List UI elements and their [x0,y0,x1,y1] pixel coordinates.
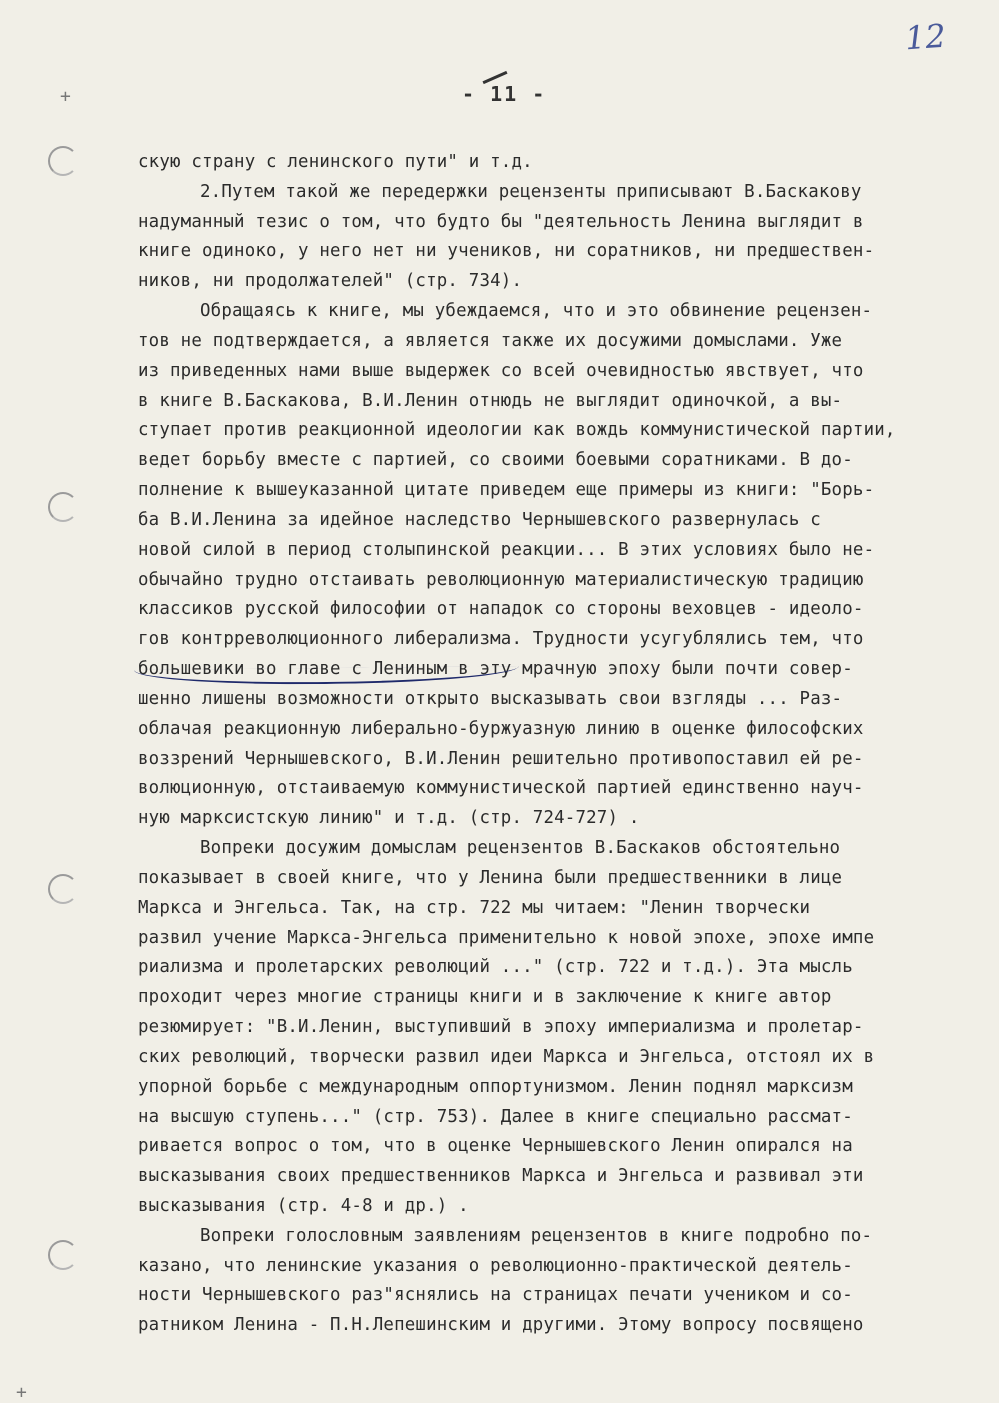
punch-hole [48,1240,78,1270]
text-line: Вопреки досужим домыслам рецензентов В.Баскаков обстоятельно [200,838,841,859]
text-line: Вопреки голословным заявлениям рецензентов в книге подробно по- [200,1225,873,1246]
text-line: новой силой в период столыпинской реакции... В этих условиях было не- [138,539,875,560]
text-line: воззрений Чернышевского, В.И.Ленин решительно противопоставил ей ре- [138,748,864,769]
binding-mark: + [16,1382,27,1403]
text-line: казано, что ленинские указания о революционно-практической деятель- [138,1255,853,1276]
punch-hole [48,146,78,176]
punch-hole [48,874,78,904]
text-line: волюционную, отстаиваемую коммунистической партией единственно науч- [138,778,864,799]
text-line: облачая реакционную либерально-буржуазную линию в оценке философских [138,718,864,739]
text-line: высказывания своих предшественников Маркса и Энгельса и развивал эти [138,1166,864,1187]
punch-hole [48,492,78,522]
text-line: высказывания (стр. 4-8 и др.) . [138,1195,469,1216]
text-line: большевики во главе с Лениным в эту мрачную эпоху были почти совер- [138,659,853,680]
text-line: риализма и пролетарских революций ..." (стр. 722 и т.д.). Эта мысль [138,957,853,978]
text-line: из приведенных нами выше выдержек со всей очевидностью явствует, что [138,360,864,381]
text-line: тов не подтверждается, а является также их досужими домыслами. Уже [138,330,843,351]
text-line: упорной борьбе с международным оппортунизмом. Ленин поднял марксизм [138,1076,853,1097]
text-line: обычайно трудно отстаивать революционную материалистическую традицию [138,569,864,590]
text-line: развил учение Маркса-Энгельса применительно к новой эпохе, эпохе импе [138,927,875,948]
text-line: ратником Ленина - П.Н.Лепешинским и другими. Этому вопросу посвящено [138,1315,864,1336]
text-line: ников, ни продолжателей" (стр. 734). [138,271,523,292]
archive-folio-number: 12 [903,16,947,58]
text-line: скую страну с ленинского пути" и т.д. [138,152,533,172]
text-line: гов контрреволюционного либерализма. Трудности усугублялись тем, что [138,629,864,650]
binding-mark: + [60,86,71,107]
text-line: резюмирует: "В.И.Ленин, выступивший в эпоху империализма и пролетар- [138,1017,864,1038]
text-line: ба В.И.Ленина за идейное наследство Чернышевского развернулась с [138,509,821,530]
text-line: ную марксистскую линию" и т.д. (стр. 724-727) . [138,808,640,829]
text-line: ведет борьбу вместе с партией, со своими боевыми соратниками. В до- [138,450,853,471]
text-line: проходит через многие страницы книги и в заключение к книге автор [138,987,832,1008]
text-line: Обращаясь к книге, мы убеждаемся, что и это обвинение рецензен- [200,301,873,322]
typed-text-body [138,148,980,1341]
text-line: полнение к вышеуказанной цитате приведем еще примеры из книги: "Борь- [138,480,875,501]
text-line: ности Чернышевского раз"яснялись на страницах печати учеником и со- [138,1285,853,1306]
text-line: на высшую ступень..." (стр. 753). Далее в книге специально рассмат- [138,1106,853,1127]
text-line: книге одиноко, у него нет ни учеников, ни соратников, ни предшествен- [138,241,875,262]
text-line: надуманный тезис о том, что будто бы "деятельность Ленина выглядит в [138,211,864,232]
page-number: - 11 - [462,82,547,106]
text-line: ступает против реакционной идеологии как вождь коммунистической партии, [138,420,896,441]
text-line: шенно лишены возможности открыто высказывать свои взгляды ... Раз- [138,688,843,709]
text-line: в книге В.Баскакова, В.И.Ленин отнюдь не выглядит одиночкой, а вы- [138,390,843,411]
text-line: ривается вопрос о том, что в оценке Чернышевского Ленин опирался на [138,1136,853,1157]
text-line: показывает в своей книге, что у Ленина были предшественники в лице [138,867,843,888]
text-line: классиков русской философии от нападок со стороны веховцев - идеоло- [138,599,864,620]
text-line: Маркса и Энгельса. Так, на стр. 722 мы читаем: "Ленин творчески [138,897,811,918]
text-line: ских революций, творчески развил идеи Маркса и Энгельса, отстоял их в [138,1046,875,1067]
text-line: 2.Путем такой же передержки рецензенты приписывают В.Баскакову [200,181,862,202]
